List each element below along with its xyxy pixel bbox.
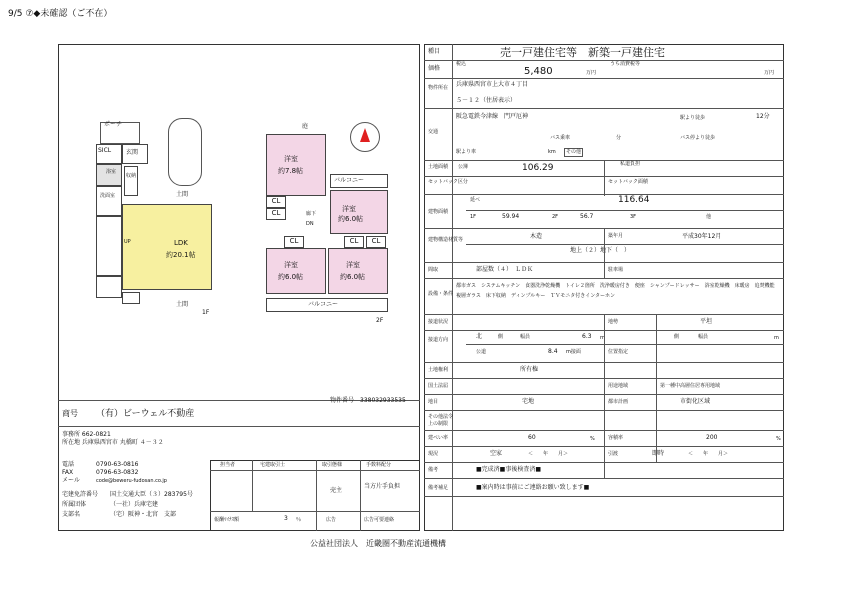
- commission-value: 3: [284, 515, 288, 522]
- floor1-label: 1F: [202, 309, 210, 316]
- cl-5: CL: [366, 236, 386, 248]
- handover-label: 引渡: [608, 451, 619, 457]
- address-line1: 兵庫県西宮市上大市４丁目: [456, 81, 529, 88]
- cl-3: CL: [284, 236, 304, 248]
- floors-value: 地上（２）地下（ ）: [570, 247, 631, 254]
- agent-org: （一社）兵庫宅建: [110, 501, 159, 508]
- price-unit: 万円: [586, 70, 597, 76]
- road-unit2: m: [774, 335, 779, 341]
- mail-label: メール: [62, 477, 80, 484]
- company-name: （有）ビーウェル不動産: [96, 409, 195, 419]
- org-label: 所属団体: [62, 501, 87, 508]
- land-law-label: 国土法届: [428, 383, 449, 389]
- far-label: 容積率: [608, 435, 624, 441]
- far-value: 200: [706, 434, 718, 441]
- tel-label: 電話: [62, 461, 75, 468]
- info-no-label: 物件番号: [330, 397, 355, 404]
- traffic-label: 交通: [428, 129, 439, 135]
- ldk-size: 約20.1帖: [166, 251, 196, 259]
- bus-stop: バス停より徒歩: [680, 135, 716, 141]
- road-side1: 側: [498, 334, 504, 340]
- status-label: 接道状況: [428, 319, 449, 325]
- staff-label: 担当者: [220, 462, 236, 468]
- location-label: 物件所在: [428, 85, 449, 91]
- agent-address: 所在地 兵庫県西宮市 丸橋町 ４－３２: [62, 439, 164, 446]
- fee-value: 当方片手負担: [364, 483, 401, 490]
- notes-label: 備考補足: [428, 485, 449, 491]
- current-value: 宅地: [522, 398, 535, 405]
- room4-label: 洋室: [346, 261, 360, 269]
- north-arrow-icon: [360, 128, 370, 142]
- layout-label: 間取: [428, 267, 439, 273]
- land-area-label: 土地面積: [428, 164, 449, 170]
- walk-label: 駅より徒歩: [680, 115, 706, 121]
- room2-label: 洋室: [342, 205, 356, 213]
- f2-label: 2F: [552, 214, 559, 220]
- remarks-label: 備考: [428, 467, 439, 473]
- room4-size: 約6.0帖: [340, 273, 366, 281]
- f1-value: 59.94: [502, 213, 520, 220]
- land-right-value: 所有権: [520, 366, 539, 373]
- license-label: 宅建免許番号: [62, 491, 99, 498]
- price-value: 5,480: [524, 66, 553, 77]
- city-plan-value: 市街化区域: [680, 398, 711, 405]
- structure-value: 木造: [530, 233, 543, 240]
- equipment-value: 都市ガス システムキッチン 食器洗浄乾燥機 トイレ２箇所 洗浄暖房付き 便座 シャンプードレッサー 浴室乾燥機 床暖房 追焚機能 複層ガラス 床下収納 ディンプルキー ＴＶモニタ付きインターホン: [456, 283, 780, 299]
- city-plan-label: 都市計画: [608, 399, 629, 405]
- cl-1: CL: [266, 196, 286, 208]
- f2-value: 56.7: [580, 213, 594, 220]
- garden-top-2f: 庭: [302, 123, 309, 130]
- f1-label: 1F: [470, 214, 477, 220]
- f3-label: 3F: [630, 214, 637, 220]
- road-side2: 側: [674, 334, 680, 340]
- road-contact: 8.4: [548, 348, 558, 355]
- setback-area-label: セットバック面積: [608, 179, 648, 185]
- bus-min: 分: [616, 135, 622, 141]
- setback-label: セットバック区分: [428, 179, 468, 185]
- storage-label: 収納: [126, 173, 137, 179]
- price-tax: 税込: [456, 61, 467, 67]
- price-sub: うち消費税等: [610, 61, 641, 67]
- commission-label: 報酬ﾏｲﾅｽ額: [214, 517, 240, 523]
- road-dir1: 北: [476, 333, 483, 340]
- agent-branch: （宅）阪神・北宮 支部: [110, 511, 177, 518]
- garden-bottom-label: 土間: [176, 301, 189, 308]
- floor2-label: 2F: [376, 317, 384, 324]
- road-width-label1: 幅員: [520, 334, 531, 340]
- land-area-value: 106.29: [522, 163, 554, 173]
- commission-unit: ％: [296, 517, 302, 523]
- footer-org: 公益社団法人 近畿圏不動産流通機構: [310, 539, 446, 548]
- equipment-label: 設備・条件: [428, 291, 454, 297]
- page-header: 9/5 ⑦◆未確認（ご不在）: [8, 9, 113, 19]
- built-value: 平成30年12月: [682, 233, 722, 240]
- staff-col4: 手数料配分: [366, 462, 392, 468]
- road-public: 公道: [476, 349, 487, 355]
- balcony-top-label: バルコニー: [334, 177, 365, 184]
- structure-label: 建物構造材質等: [428, 237, 464, 243]
- room2-size: 約6.0帖: [338, 215, 364, 223]
- trade-mode: 売主: [330, 487, 343, 494]
- use-area-value: 第一種中高層住居専用地域: [660, 383, 721, 389]
- price-sub-unit: 万円: [764, 70, 775, 76]
- land-kind: 公簿: [458, 164, 469, 170]
- dn-label: DN: [306, 221, 314, 227]
- trade-label: 商号: [62, 409, 78, 418]
- up-label: UP: [124, 239, 131, 245]
- entrance-label: 玄関: [126, 149, 139, 156]
- current-label: 地目: [428, 399, 439, 405]
- ad-value: 広告可要連絡: [364, 517, 395, 523]
- floorplan-2f: [262, 114, 392, 324]
- building-area-label: 建物面積: [428, 209, 449, 215]
- other-label: その他: [566, 149, 582, 155]
- balcony-bottom-label: バルコニー: [308, 301, 339, 308]
- ad-label: 広告: [326, 517, 337, 523]
- type-value: 売一戸建住宅等 新築一戸建住宅: [500, 46, 665, 59]
- room3-label: 洋室: [284, 261, 298, 269]
- layout-value: 部屋数（４） ＬＤＫ: [476, 266, 534, 273]
- road-unit1: m: [600, 335, 605, 341]
- terrain-label: 地勢: [608, 319, 619, 325]
- terrain-value: 平坦: [700, 318, 713, 325]
- agent-license: 国土交通大臣（３）283795号: [110, 491, 193, 498]
- agent-tel: 0790-63-0816: [96, 461, 139, 468]
- parking-label: 駐車場: [608, 267, 624, 273]
- private-road-label: 私道負担: [620, 161, 641, 167]
- handover-value: 即時: [652, 450, 665, 457]
- address-line2: ５－１２（住居表示）: [456, 97, 517, 104]
- road-designation: 位置指定: [608, 349, 629, 355]
- agent-mail: code@beweru-fudosan.co.jp: [96, 478, 167, 484]
- use-area-label: 用途地域: [608, 383, 629, 389]
- from-station: 駅より車: [456, 149, 477, 155]
- hall-label: 廊下: [306, 211, 317, 217]
- ldk-label: LDK: [174, 239, 188, 247]
- bath-label: 浴室: [106, 169, 117, 175]
- built-label: 築年月: [608, 233, 624, 239]
- floorplan-1f: [88, 112, 218, 317]
- land-right-label: 土地権利: [428, 367, 449, 373]
- info-no: 338032933535: [360, 397, 406, 404]
- road-width1: 6.3: [582, 333, 592, 340]
- room1-size: 約7.8帖: [278, 167, 304, 175]
- other-limit-label: その他法令上の制限: [428, 414, 454, 427]
- agent-postal: 事務所 662-0821: [62, 431, 111, 438]
- fax-label: FAX: [62, 469, 74, 476]
- present-value: 空家: [490, 450, 503, 457]
- coverage-label: 建ぺい率: [428, 435, 449, 441]
- branch-label: 支部名: [62, 511, 81, 518]
- road-label: 接道方向: [428, 337, 449, 343]
- sicl-label: SICL: [98, 147, 112, 154]
- present-label: 現況: [428, 451, 439, 457]
- porch-label: ポーチ: [104, 121, 123, 128]
- coverage-value: 60: [528, 434, 536, 441]
- staff-col3: 取引態様: [322, 462, 343, 468]
- station: 阪急電鉄今津線 門戸厄神: [456, 113, 529, 120]
- car-icon: [168, 118, 202, 186]
- total-floor-label: 延べ: [470, 197, 481, 203]
- remarks-value: ■完成済■事後検査済■: [476, 466, 542, 473]
- km-unit: km: [548, 149, 556, 155]
- price-label: 価格: [428, 65, 441, 72]
- total-floor-value: 116.64: [618, 195, 650, 205]
- road-contact-suffix: m接面: [566, 349, 581, 355]
- agent-fax: 0796-63-0832: [96, 469, 139, 476]
- wash-label: 洗面室: [100, 193, 116, 199]
- walk-min: 12分: [756, 113, 770, 120]
- other-area-label: 他: [706, 214, 712, 220]
- type-label: 種目: [428, 48, 441, 55]
- cl-4: CL: [344, 236, 364, 248]
- notes-value: ■案内時は事前にご連絡お願い致します■: [476, 484, 590, 491]
- bus-ride: バス乗車: [550, 135, 571, 141]
- room1-label: 洋室: [284, 155, 298, 163]
- road-width-label2: 幅員: [698, 334, 709, 340]
- staff-col2: 宅建取引士: [260, 462, 286, 468]
- garden-top-label: 土間: [176, 191, 189, 198]
- room3-size: 約6.0帖: [278, 273, 304, 281]
- cl-2: CL: [266, 208, 286, 220]
